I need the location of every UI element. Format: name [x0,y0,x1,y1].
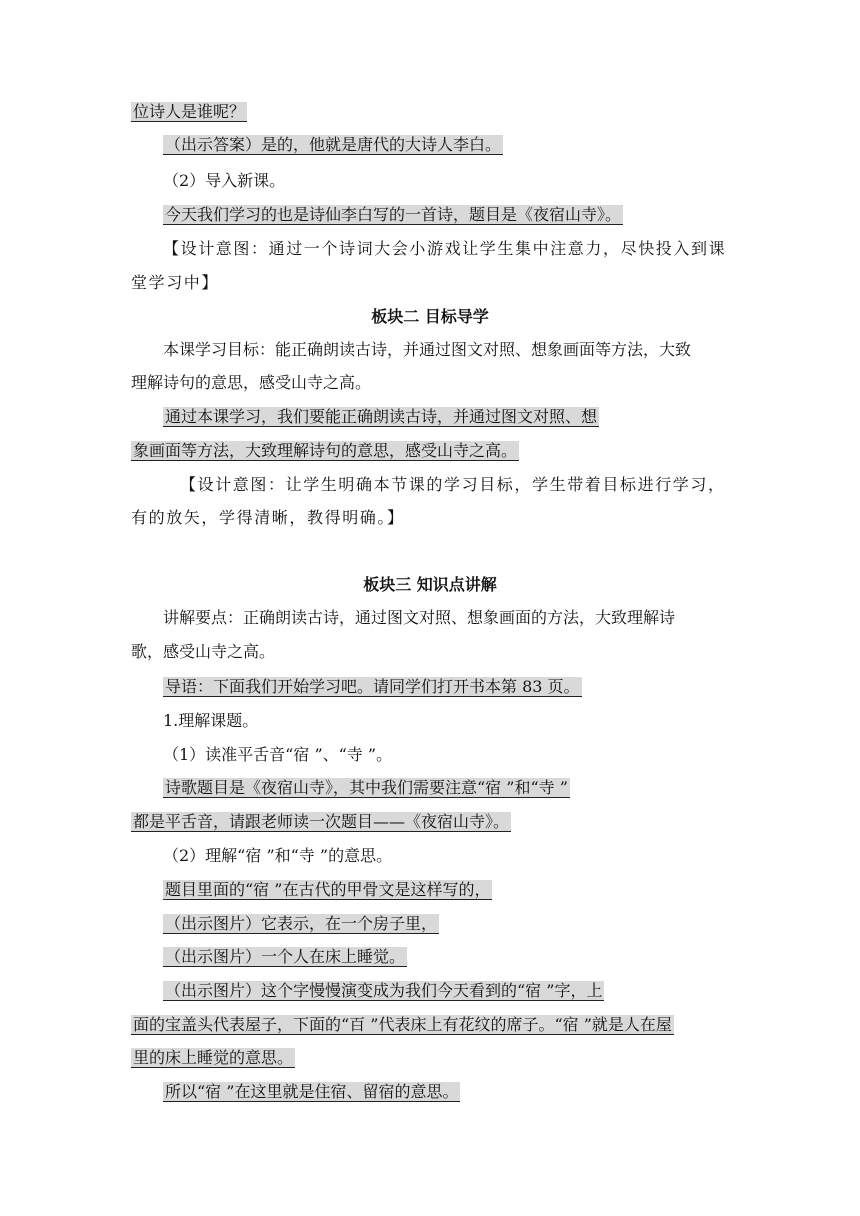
text-line: 所以“宿 ”在这里就是住宿、留宿的意思。 [165,1082,459,1101]
text-line: 面的宝盖头代表屋子，下面的“百 ”代表床上有花纹的席子。“宿 ”就是人在屋 [133,1015,672,1034]
text-line: 诗歌题目是《夜宿山寺》，其中我们需要注意“宿 ”和“寺 ” [165,778,568,797]
text-line: 都是平舌音，请跟老师读一次题目——《夜宿山寺》。 [133,812,510,831]
text-line: （出示图片）它表示，在一个房子里， [165,914,438,933]
text-line: 本课学习目标：能正确朗读古诗，并通过图文对照、想象画面等方法，大致 [163,340,692,359]
text-line: （出示图片）一个人在床上睡觉。 [165,947,406,966]
text-line: 象画面等方法，大致理解诗句的意思，感受山寺之高。 [133,441,518,460]
text-line: 导语：下面我们开始学习吧。请同学们打开书本第 83 页。 [165,677,580,696]
design-intent: 【设计意图：通过一个诗词大会小游戏让学生集中注意力，尽快投入到课 [163,239,727,258]
text-line: 讲解要点：正确朗读古诗，通过图文对照、想象画面的方法，大致理解诗 [163,608,676,627]
text-line: （出示答案）是的，他就是唐代的大诗人李白。 [165,135,502,154]
text-line: 歌，感受山寺之高。 [131,642,276,661]
text-line: 今天我们学习的也是诗仙李白写的一首诗，题目是《夜宿山寺》。 [165,205,622,224]
text-line: （出示图片）这个字慢慢演变成为我们今天看到的“宿 ”字，上 [165,981,603,1000]
text-line: 题目里面的“宿 ”在古代的甲骨文是这样写的， [165,880,491,899]
design-intent: 有的放矢，学得清晰，教得明确。】 [131,508,405,527]
text-line: 理解诗句的意思，感受山寺之高。 [131,373,372,392]
text-line: （2）导入新课。 [163,171,286,190]
text-line: 1.理解课题。 [163,711,259,730]
section-heading: 板块三 知识点讲解 [363,575,497,594]
design-intent: 堂学习中】 [131,273,220,292]
text-line: （2）理解“宿 ”和“寺 ”的意思。 [163,846,393,865]
text-line: 通过本课学习，我们要能正确朗读古诗，并通过图文对照、想 [165,407,598,426]
text-line: 里的床上睡觉的意思。 [133,1048,294,1067]
text-line: 位诗人是谁呢？ [133,102,246,121]
design-intent: 【设计意图：让学生明确本节课的学习目标，学生带着目标进行学习， [180,475,726,494]
section-heading: 板块二 目标导学 [371,307,489,326]
text-line: （1）读准平舌音“宿 ”、“寺 ”。 [163,745,393,764]
